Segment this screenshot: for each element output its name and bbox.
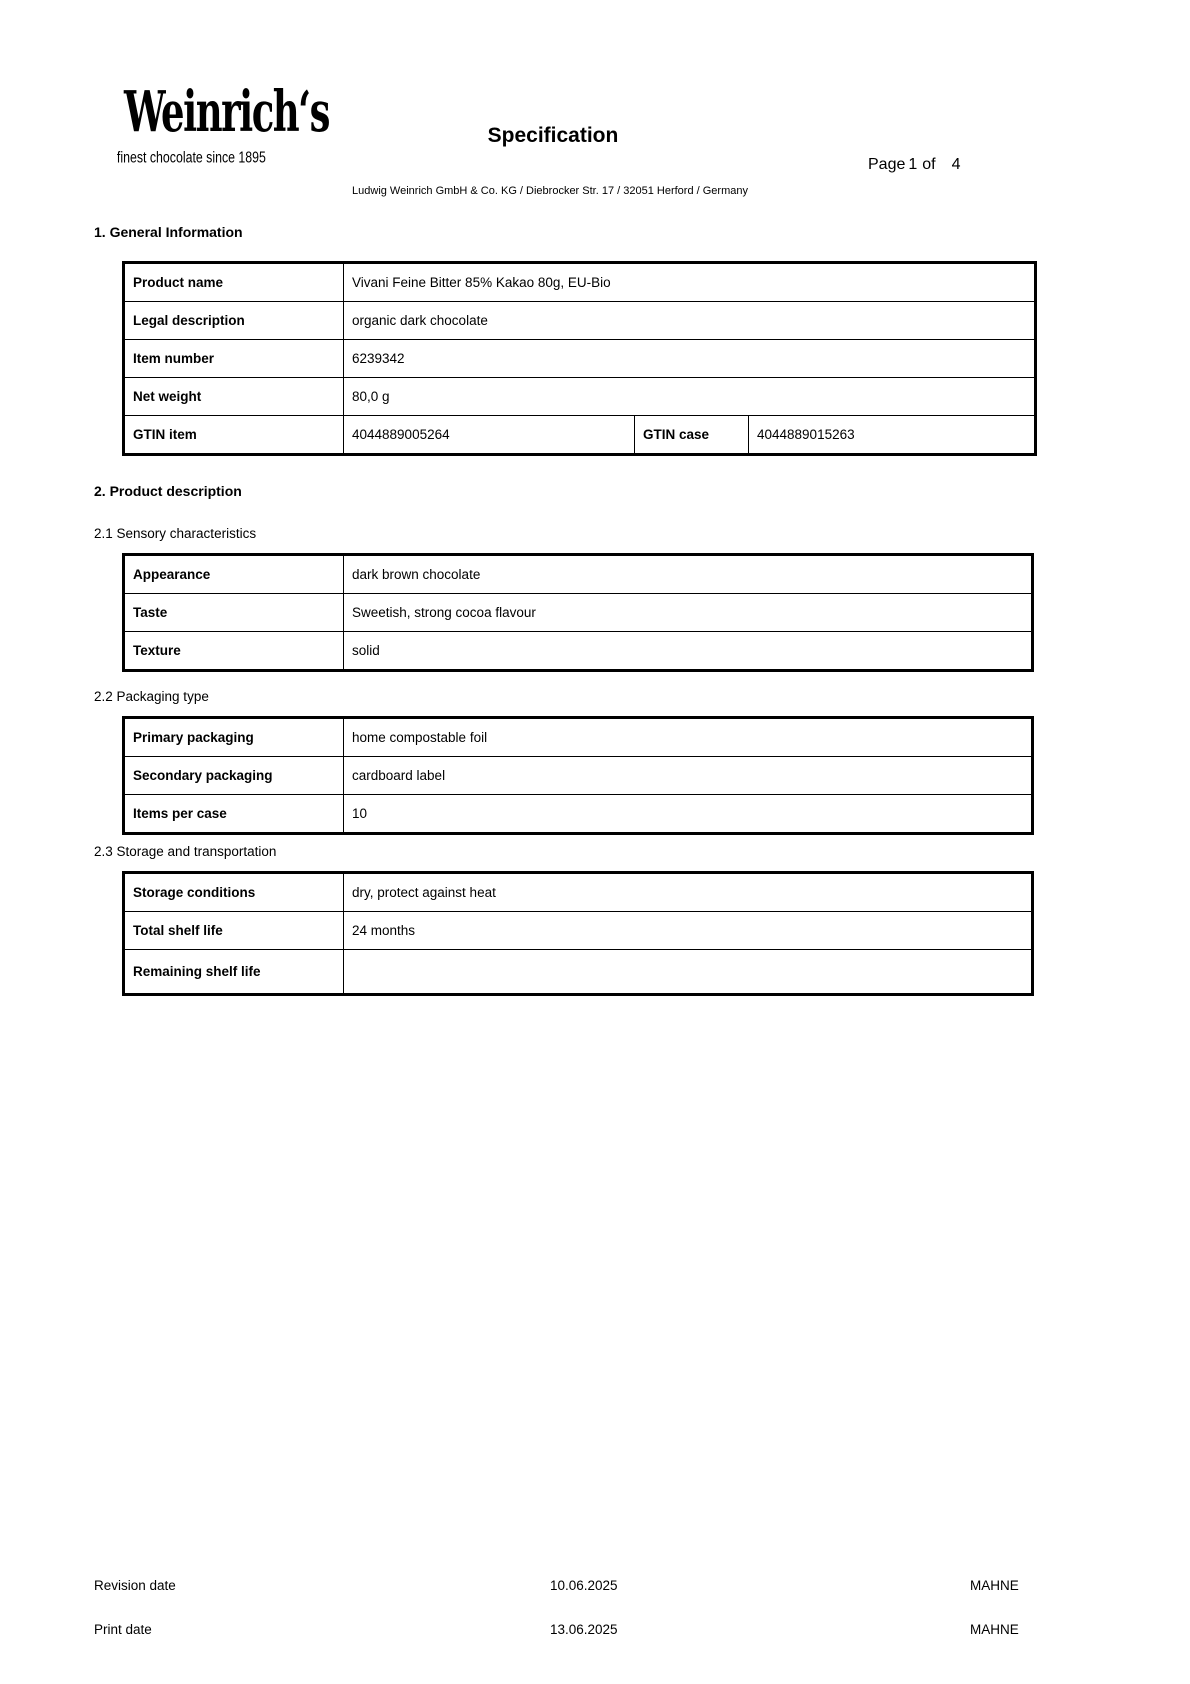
table-row (124, 594, 1033, 632)
general-info-table (122, 261, 1037, 456)
revision-date-value: 10.06.2025 (550, 1578, 618, 1593)
table-row (124, 263, 1036, 302)
row-value: cardboard label (344, 757, 1033, 795)
row-value: 80,0 g (344, 378, 1036, 416)
row-label: Storage conditions (124, 873, 344, 912)
table-row (124, 555, 1033, 594)
packaging-table (122, 716, 1034, 835)
row-label: Taste (124, 594, 344, 632)
table-row (124, 873, 1033, 912)
logo-brand-text: Weinrich‘s (124, 78, 329, 145)
page-total: 4 (951, 156, 961, 173)
table-row (124, 632, 1033, 671)
page-of-label: of (922, 156, 936, 173)
gtin-case-value: 4044889015263 (749, 416, 1036, 455)
row-value: Vivani Feine Bitter 85% Kakao 80g, EU-Bio (344, 263, 1036, 302)
row-label: Product name (124, 263, 344, 302)
revision-editor: MAHNE (970, 1578, 1019, 1593)
table-row (124, 912, 1033, 950)
subsection-heading-packaging: 2.2 Packaging type (94, 689, 209, 704)
subsection-heading-storage: 2.3 Storage and transportation (94, 844, 277, 859)
row-value: dry, protect against heat (344, 873, 1033, 912)
table-row (124, 795, 1033, 834)
section-heading-product-description: 2. Product description (94, 483, 242, 499)
page-label: Page (868, 156, 906, 173)
row-label: Texture (124, 632, 344, 671)
section-heading-general: 1. General Information (94, 224, 243, 240)
row-label: Secondary packaging (124, 757, 344, 795)
row-value: home compostable foil (344, 718, 1033, 757)
row-value: Sweetish, strong cocoa flavour (344, 594, 1033, 632)
revision-date-label: Revision date (94, 1578, 176, 1593)
gtin-row (124, 416, 1036, 455)
company-address-line: Ludwig Weinrich GmbH & Co. KG / Diebrocker Str. 17 / 32051 Herford / Germany (352, 185, 748, 197)
gtin-item-value: 4044889005264 (344, 416, 635, 455)
gtin-case-label: GTIN case (635, 416, 749, 455)
table-row (124, 302, 1036, 340)
row-label: Net weight (124, 378, 344, 416)
row-label: Legal description (124, 302, 344, 340)
print-date-value: 13.06.2025 (550, 1622, 618, 1637)
row-label: Appearance (124, 555, 344, 594)
row-value: 10 (344, 795, 1033, 834)
subsection-heading-sensory: 2.1 Sensory characteristics (94, 526, 257, 541)
sensory-table (122, 553, 1034, 672)
print-editor: MAHNE (970, 1622, 1019, 1637)
table-row (124, 757, 1033, 795)
row-value (344, 950, 1033, 995)
page-current: 1 (908, 156, 918, 173)
table-row (124, 718, 1033, 757)
table-row (124, 378, 1036, 416)
row-label: Items per case (124, 795, 344, 834)
row-value: solid (344, 632, 1033, 671)
page-indicator (868, 156, 961, 174)
row-value: organic dark chocolate (344, 302, 1036, 340)
page-title: Specification (487, 124, 619, 147)
print-date-label: Print date (94, 1622, 152, 1637)
row-value: 6239342 (344, 340, 1036, 378)
row-label: Total shelf life (124, 912, 344, 950)
storage-table (122, 871, 1034, 996)
row-label: Remaining shelf life (124, 950, 344, 995)
row-label: Item number (124, 340, 344, 378)
row-value: 24 months (344, 912, 1033, 950)
gtin-item-label: GTIN item (124, 416, 344, 455)
table-row (124, 340, 1036, 378)
logo-tagline: finest chocolate since 1895 (116, 148, 266, 166)
row-label: Primary packaging (124, 718, 344, 757)
row-value: dark brown chocolate (344, 555, 1033, 594)
table-row (124, 950, 1033, 995)
